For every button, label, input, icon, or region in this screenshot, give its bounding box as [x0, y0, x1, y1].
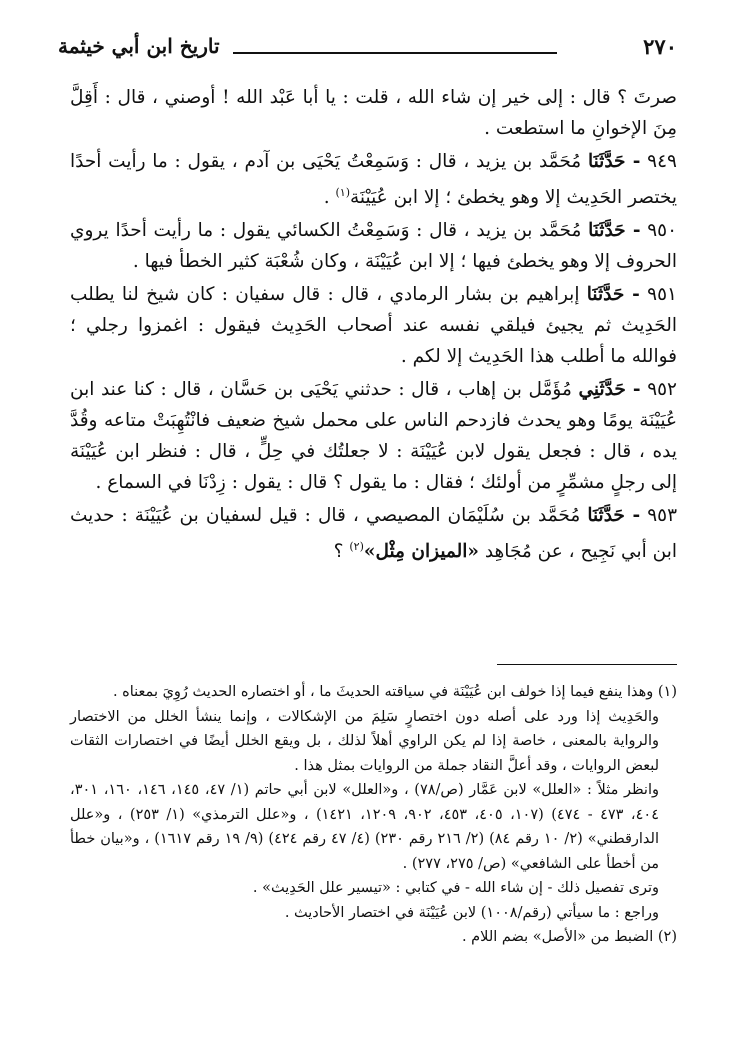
- footnotes: [70, 680, 677, 950]
- paragraph-text: صرتَ ؟ قال : إلى خير إن شاء الله ، قلت : يا أبا عَبْد الله ! أوصني ، قال : أَقِلَّ مِنَ الإخوانِ ما استطعت .: [70, 87, 677, 139]
- hadith-number: ٩٤٩: [647, 151, 677, 172]
- narration-word: حَدَّثَنَا: [588, 220, 626, 242]
- hadith-951: ٩٥١ - حَدَّثَنَا إبراهيم بن بشار الرمادي ، قال : قال سفيان : كان شيخ لنا يطلب الحَدِيث ثم يجيئ فيلقي نفسه عند أصحاب الحَدِيث فيقول : اغمزوا رجلي ؛ فوالله ما أطلب هذا الحَدِيث إلا لكم .: [70, 284, 677, 368]
- footnote-1-refs: وانظر مثلاً : «العلل» لابن عَمَّار (ص/٧٨) ، و«العلل» لابن أبي حاتم (١/ ٤٧، ١٤٥، ١٤٦، ١٦٠، ٣٠١، ٤٠٤، ٤٧٣ - ٤٧٤) (١٠٧، ٤٠٥، ٤٥٣، ٩٠٢، ١٢٠٩، ١٤٢١) ، و«علل الترمذي» (١/ ٢٥٣) ، و«علل الدارقطني» (٢/ ١٠ رقم ٨٤) (٢/ ٢١٦ رقم ٢٣٠) (٤/ ٤٧ رقم ٤٢٤) (٩/ ١٩ رقم ١٦١٧) ، و«بيان خطأ من أخطأ على الشافعي» (ص/ ٢٧٥، ٢٧٧) .: [70, 782, 659, 872]
- footnote-1-review: وراجع : ما سيأتي (رقم/١٠٠٨) لابن عُيَيْنَة في اختصار الأحاديث .: [284, 904, 659, 921]
- hadith-953: ٩٥٣ - حَدَّثَنَا مُحَمَّد بن سُلَيْمَان المصيصي ، قال : قيل لسفيان بن عُيَيْنَة : حديث ابن أبي نَجِيح ، عن مُجَاهِد «الميزان مِثْل»$^{(٢)}$ ؟: [70, 505, 678, 563]
- narration-word: حَدَّثَنَا: [587, 505, 625, 527]
- footnote-separator: [497, 664, 677, 665]
- page-number: ٢٧٠: [643, 34, 677, 59]
- hadith-952: ٩٥٢ - حَدَّثَنِي مُؤَمَّل بن إهاب ، قال : حدثني يَحْيَى بن حَسَّان ، قال : كنا عند ابن عُيَيْنَة يومًا وهو يحدث فازدحم الناس على محمل شيخ ضعيف فانْتُهِبَتْ متاعه وقُدَّ يده ، قال : فجعل يقول لابن عُيَيْنَة : لا جعلتُك في حِلٍّ ، قال : فنظر ابن عُيَيْنَة إلى رجلٍ مشمِّرٍ من أولئك ؛ فقال : ما يقول ؟ قال : يقول : زِدْنَا في السماع .: [70, 379, 677, 494]
- narration-word: حَدَّثَنَا: [587, 151, 626, 172]
- hadith-number: ٩٥٢: [647, 379, 677, 401]
- hadith-text: إبراهيم بن بشار الرمادي ، قال : قال سفيان : كان شيخ لنا يطلب الحَدِيث ثم يجيئ فيلقي نفسه عند أصحاب الحَدِيث فيقول : اغمزوا رجلي ؛ فوالله ما أطلب هذا الحَدِيث إلا لكم .: [70, 284, 677, 368]
- hadith-number: ٩٥٣: [647, 505, 678, 527]
- narration-word: حَدَّثَنِي: [578, 379, 626, 401]
- header-rule: [233, 52, 557, 54]
- hadith-number: ٩٥١: [647, 284, 677, 306]
- hadith-number: ٩٥٠: [647, 220, 678, 242]
- hadith-text: مُؤَمَّل بن إهاب ، قال : حدثني يَحْيَى بن حَسَّان ، قال : كنا عند ابن عُيَيْنَة يومًا وهو يحدث فازدحم الناس على محمل شيخ ضعيف فانْتُهِبَتْ متاعه وقُدَّ يده ، قال : فجعل يقول لابن عُيَيْنَة : لا جعلتُك في حِلٍّ ، قال : فنظر ابن عُيَيْنَة إلى رجلٍ مشمِّرٍ من أولئك ؛ فقال : ما يقول ؟ قال : يقول : زِدْنَا في السماع .: [70, 379, 677, 494]
- footnote-1: (١) وهذا ينفع فيما إذا خولف ابن عُيَيْنَة في سياقته الحديثَ ما ، أو اختصاره الحديث رُوِيَ بمعناه .: [112, 684, 677, 700]
- quoted-hadith: «الميزان مِثْل»: [363, 541, 479, 563]
- page-header: [58, 34, 677, 64]
- hadith-950: ٩٥٠ - حَدَّثَنَا مُحَمَّد بن يزيد ، قال : وَسَمِعْتُ الكسائي يقول : ما رأيت أحدًا يروي الحروف إلا وهو يخطئ فيها ؛ إلا ابن عُيَيْنَة ، وكان شُعْبَة كثير الخطأ فيها .: [70, 220, 678, 273]
- footnote-1-para: والحَدِيث إذا ورد على أصله دون اختصارٍ سَلِمَ من الإشكالات ، وإنما ينشأ الخلل من الاختصار والرواية بالمعنى ، خاصة إذا لم يكن الراوي أهلاً لذلك ، بل ويقع الخلل أيضًا في اختصارات الثقات لبعض الروايات ، وقد أعلَّ النقاد جملة من الروايات بمثل هذا .: [70, 708, 659, 774]
- footnote-2: (٢) الضبط من «الأصل» بضم اللام .: [461, 929, 677, 945]
- footnote-ref: (٢): [349, 540, 364, 554]
- main-text: [70, 82, 677, 569]
- sentence-end: .: [323, 187, 336, 209]
- paragraph-continuation: [70, 82, 677, 144]
- sentence-end: ؟: [333, 541, 350, 563]
- hadith-text: مُحَمَّد بن سُلَيْمَان المصيصي ، قال : قيل لسفيان بن عُيَيْنَة : حديث ابن أبي نَجِيح ، عن مُجَاهِد: [70, 505, 677, 563]
- footnote-1-see: وترى تفصيل ذلك - إن شاء الله - في كتابي : «تيسير علل الحَدِيث» .: [252, 880, 659, 896]
- hadith-text: مُحَمَّد بن يزيد ، قال : وَسَمِعْتُ الكسائي يقول : ما رأيت أحدًا يروي الحروف إلا وهو يخطئ فيها ؛ إلا ابن عُيَيْنَة ، وكان شُعْبَة كثير الخطأ فيها .: [70, 220, 677, 273]
- hadith-949: ٩٤٩ - حَدَّثَنَا مُحَمَّد بن يزيد ، قال : وَسَمِعْتُ يَحْيَى بن آدم ، يقول : ما رأيت أحدًا يختصر الحَدِيث إلا وهو يخطئ ؛ إلا ابن عُيَيْنَة$^{(١)}$ .: [70, 151, 677, 209]
- footnote-ref: (١): [335, 186, 351, 199]
- book-title: تاريخ ابن أبي خيثمة: [58, 34, 220, 58]
- hadith-text: مُحَمَّد بن يزيد ، قال : وَسَمِعْتُ يَحْيَى بن آدم ، يقول : ما رأيت أحدًا يختصر الحَدِيث إلا وهو يخطئ ؛ إلا ابن عُيَيْنَة: [70, 151, 677, 209]
- narration-word: حَدَّثَنَا: [586, 284, 625, 306]
